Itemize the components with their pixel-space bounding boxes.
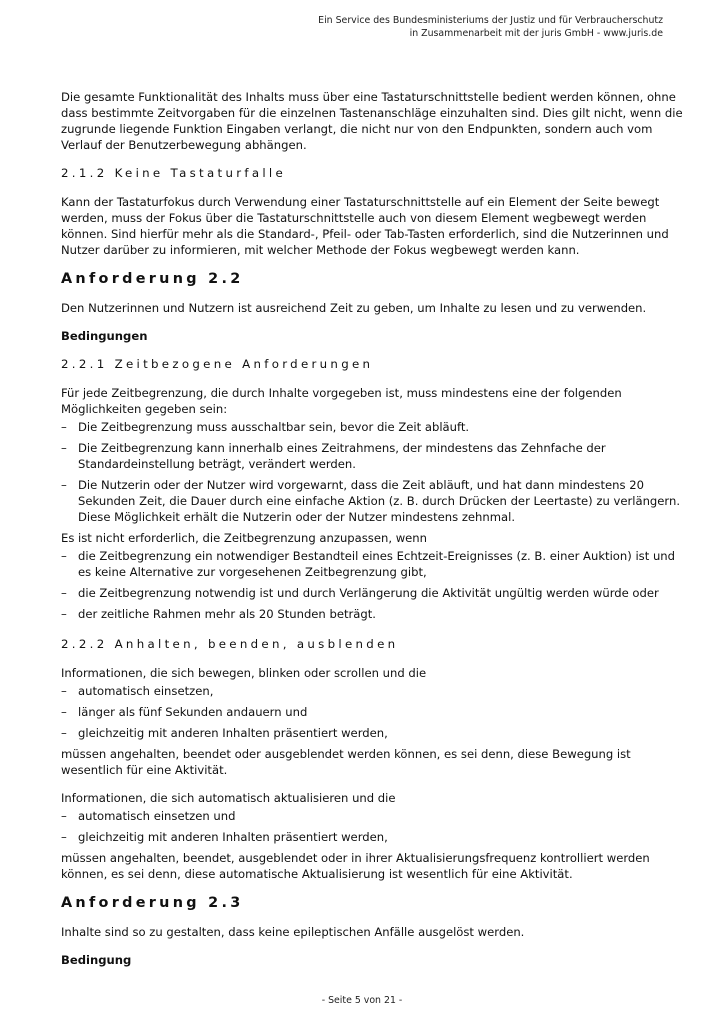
heading-2-2-1: 2.2.1 Zeitbezogene Anforderungen: [61, 357, 374, 371]
list-item-text: gleichzeitig mit anderen Inhalten präsentiert werden,: [78, 726, 388, 740]
paragraph-2-2-2-a: Informationen, die sich bewegen, blinken oder scrollen und die: [61, 666, 427, 680]
list-item: [61, 725, 691, 741]
heading-bedingungen: Bedingungen: [61, 329, 148, 343]
list-item: [61, 585, 691, 601]
list-item-text: automatisch einsetzen,: [78, 684, 214, 698]
dash-marker: –: [61, 586, 67, 600]
paragraph-2-2-1-exceptions: Es ist nicht erforderlich, die Zeitbegrenzung anzupassen, wenn: [61, 531, 428, 545]
list-2-2-1-options: [61, 419, 691, 525]
dash-marker: –: [61, 478, 67, 492]
heading-anforderung-2-2: Anforderung 2.2: [61, 271, 244, 287]
dash-marker: –: [61, 420, 67, 434]
header-line-1: Ein Service des Bundesministeriums der Justiz und für Verbraucherschutz: [318, 15, 663, 26]
list-item-text: automatisch einsetzen und: [78, 809, 236, 823]
list-item: [61, 829, 691, 845]
list-item-text: länger als fünf Sekunden andauern und: [78, 705, 308, 719]
heading-bedingung: Bedingung: [61, 953, 132, 967]
document-body: [61, 89, 691, 980]
list-item: [61, 440, 691, 472]
paragraph-2-2-1-intro: Für jede Zeitbegrenzung, die durch Inhalte vorgegeben ist, muss mindestens eine der folgenden Möglichkeiten gegeben sein:: [61, 386, 622, 416]
heading-anforderung-2-3: Anforderung 2.3: [61, 895, 244, 911]
list-item-text: die Zeitbegrenzung notwendig ist und durch Verlängerung die Aktivität ungültig werden würde oder: [78, 586, 659, 600]
list-item: [61, 477, 691, 525]
dash-marker: –: [61, 441, 67, 455]
dash-marker: –: [61, 607, 67, 621]
paragraph-2-1-2: Kann der Tastaturfokus durch Verwendung einer Tastaturschnittstelle auf ein Element der Seite bewegt werden, muss der Fokus über die Tastaturschnittstelle auch von diesem Element wegbewegt werden können. Sind hierfür mehr als die Standard-, Pfeil- oder Tab-Tasten erforderlich, sind die Nutzerinnen und Nutzer darüber zu informieren, mit welcher Methode der Fokus wegbewegt werden kann.: [61, 195, 669, 257]
heading-2-2-2: 2.2.2 Anhalten, beenden, ausblenden: [61, 637, 399, 651]
dash-marker: –: [61, 684, 67, 698]
dash-marker: –: [61, 549, 67, 563]
paragraph-2-2: Den Nutzerinnen und Nutzern ist ausreichend Zeit zu geben, um Inhalte zu lesen und zu verwenden.: [61, 301, 647, 315]
list-2-2-2-b: [61, 808, 691, 845]
paragraph-2-2-2-b: müssen angehalten, beendet oder ausgeblendet werden können, es sei denn, diese Bewegung ist wesentlich für eine Aktivität.: [61, 747, 631, 777]
list-item: [61, 704, 691, 720]
list-2-2-1-exceptions: [61, 548, 691, 622]
dash-marker: –: [61, 830, 67, 844]
page-footer: - Seite 5 von 21 -: [321, 995, 403, 1006]
list-item-text: gleichzeitig mit anderen Inhalten präsentiert werden,: [78, 830, 388, 844]
list-item-text: Die Nutzerin oder der Nutzer wird vorgewarnt, dass die Zeit abläuft, und hat dann mindestens 20 Sekunden Zeit, die Dauer durch eine einfache Aktion (z. B. durch Drücken der Leertaste) zu verlängern. Diese Möglichkeit erhält die Nutzerin oder der Nutzer mindestens zehnmal.: [78, 478, 681, 524]
heading-2-1-2: 2.1.2 Keine Tastaturfalle: [61, 166, 287, 180]
paragraph-2-3: Inhalte sind so zu gestalten, dass keine epileptischen Anfälle ausgelöst werden.: [61, 925, 525, 939]
list-item-text: Die Zeitbegrenzung kann innerhalb eines Zeitrahmens, der mindestens das Zehnfache der Standardeinstellung beträgt, verändert werden.: [78, 441, 606, 471]
list-item: [61, 548, 691, 580]
list-item-text: der zeitliche Rahmen mehr als 20 Stunden beträgt.: [78, 607, 376, 621]
list-item: [61, 606, 691, 622]
list-2-2-2-a: [61, 683, 691, 741]
header-line-2: in Zusammenarbeit mit der juris GmbH - www.juris.de: [409, 28, 663, 39]
paragraph-2-2-2-c: Informationen, die sich automatisch aktualisieren und die: [61, 791, 396, 805]
paragraph-intro: Die gesamte Funktionalität des Inhalts muss über eine Tastaturschnittstelle bedient werden können, ohne dass bestimmte Zeitvorgaben für die einzelnen Tastenanschläge einzuhalten sind. Dies gilt nicht, wenn die zugrunde liegende Funktion Eingaben verlangt, die nicht nur von den Endpunkten, sondern auch vom Verlauf der Benutzerbewegung abhängen.: [61, 90, 683, 152]
dash-marker: –: [61, 809, 67, 823]
list-item-text: Die Zeitbegrenzung muss ausschaltbar sein, bevor die Zeit abläuft.: [78, 420, 470, 434]
list-item-text: die Zeitbegrenzung ein notwendiger Bestandteil eines Echtzeit-Ereignisses (z. B. einer Auktion) ist und es keine Alternative zur vorgesehenen Zeitbegrenzung gibt,: [78, 549, 675, 579]
paragraph-2-2-2-d: müssen angehalten, beendet, ausgeblendet oder in ihrer Aktualisierungsfrequenz kontrolliert werden können, es sei denn, diese automatische Aktualisierung ist wesentlich für eine Aktivität.: [61, 851, 650, 881]
list-item: [61, 683, 691, 699]
page-header: [318, 14, 663, 40]
dash-marker: –: [61, 726, 67, 740]
dash-marker: –: [61, 705, 67, 719]
list-item: [61, 419, 691, 435]
list-item: [61, 808, 691, 824]
